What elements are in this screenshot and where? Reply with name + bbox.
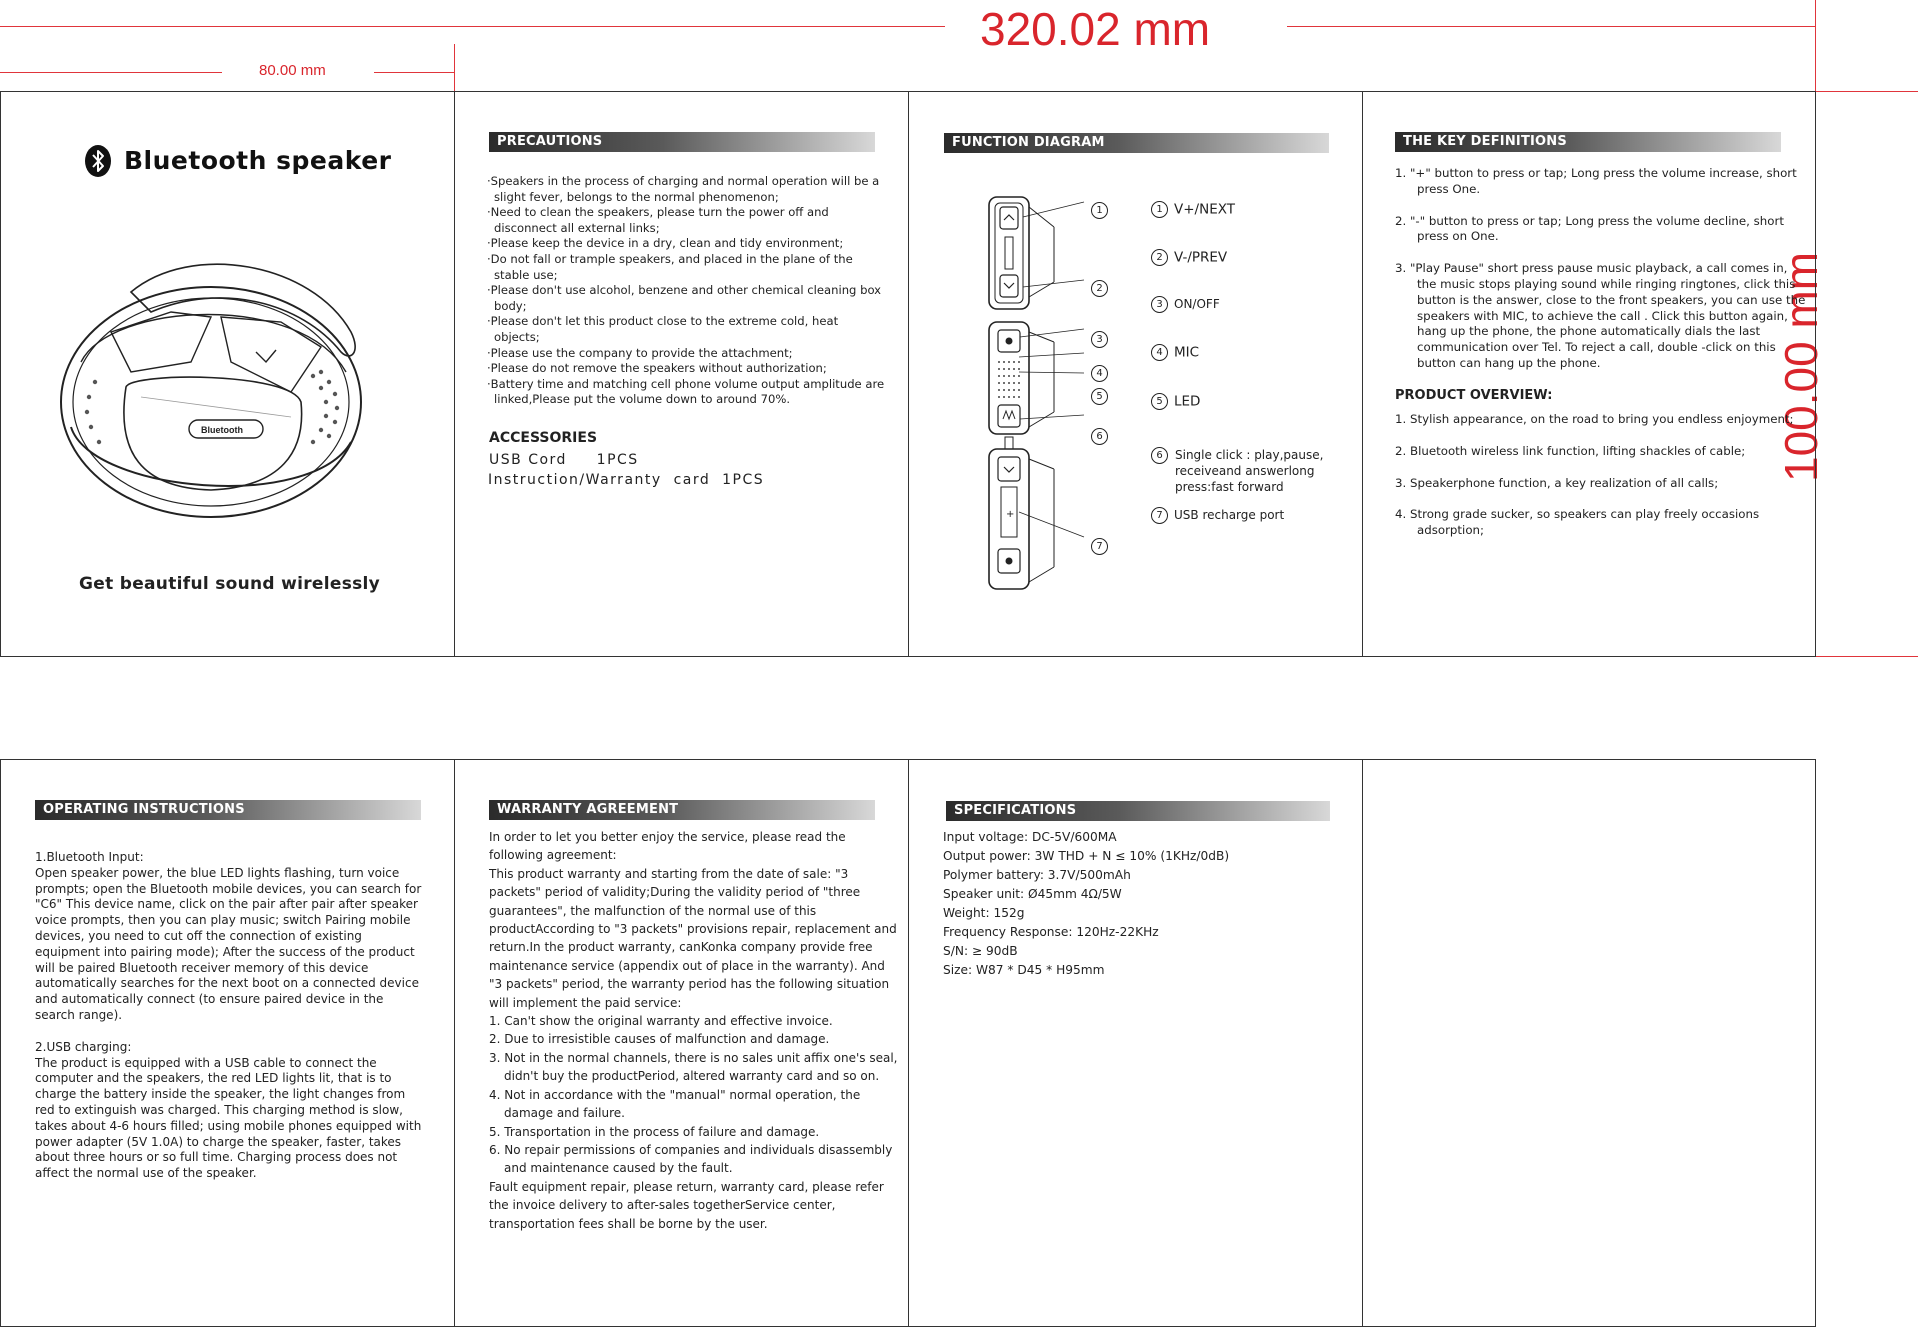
speaker-brand-label: Bluetooth (201, 425, 243, 435)
overview-item: 3. Speakerphone function, a key realization of all calls; (1395, 475, 1719, 490)
spec-item: S/N: ≥ 90dB (943, 944, 1018, 958)
legend-label: ON/OFF (1174, 297, 1220, 311)
overview-item: 4. Strong grade sucker, so speakers can play freely occasions adsorption; (1395, 507, 1760, 538)
bluetooth-input-title: 1.Bluetooth Input: (35, 850, 144, 864)
precautions-panel (454, 91, 909, 657)
operating-text (35, 850, 427, 1182)
panel-width-dimension: 80.00 mm (259, 62, 326, 79)
warranty-intro: In order to let you better enjoy the service, please read the following agreement: (489, 830, 846, 863)
legend-label: Single click : play,pause, receiveand answerlong press:fast forward (1175, 448, 1324, 494)
legend-label: MIC (1174, 344, 1200, 361)
legend-item-7: 7 USB recharge port (1151, 507, 1284, 524)
spec-item: Weight: 152g (943, 906, 1025, 920)
product-overview-title: PRODUCT OVERVIEW: (1395, 388, 1553, 403)
precaution-item: ·Please don't let this product close to the extreme cold, heat objects; (487, 314, 839, 344)
precaution-item: ·Do not fall or trample speakers, and placed in the plane of the stable use; (487, 251, 853, 282)
dim-line-top-right (1287, 26, 1815, 27)
dim-line-top-right-horizontal (1815, 91, 1918, 92)
warranty-item: 2. Due to irresistible causes of malfunction and damage. (489, 1032, 830, 1047)
dim-line-bottom-right-horizontal (1815, 656, 1918, 657)
warranty-item: 4. Not in accordance with the "manual" normal operation, the damage and failure. (489, 1087, 861, 1121)
usb-charging-title: 2.USB charging: (35, 1039, 132, 1054)
precaution-item: ·Need to clean the speakers, please turn the power off and disconnect all external links; (487, 205, 829, 235)
callout-1: 1 (1091, 200, 1114, 219)
callout-4: 4 (1091, 363, 1114, 382)
dim-line-panel-left (0, 72, 222, 73)
warranty-closing: Fault equipment repair, please return, warranty card, please refer the invoice delivery to after-sales togetherService center, transportation fees shall be borne by the user. (489, 1179, 884, 1231)
legend-label: V+/NEXT (1174, 201, 1235, 218)
accessory-usb-cord: USB Cord 1PCS (489, 452, 639, 468)
legend-item-4: 4 MIC (1151, 344, 1199, 361)
function-diagram-header: FUNCTION DIAGRAM (944, 133, 1329, 153)
device-side-diagram (979, 187, 1089, 611)
spec-item: Polymer battery: 3.7V/500mAh (943, 868, 1131, 882)
legend-item-3: 3 ON/OFF (1151, 296, 1220, 313)
warranty-header: WARRANTY AGREEMENT (489, 800, 875, 820)
spec-item: Output power: 3W THD + N ≤ 10% (1KHz/0dB) (943, 849, 1230, 863)
bluetooth-input-body: Open speaker power, the blue LED lights flashing, turn voice prompts; open the Bluetooth mobile devices, you can search for "C6" This device name, click on the pair after pair after speaker voice prompts, then you can play music; switch Pairing mobile devices, you need to cut off the connection of existing equipment into pairing mode); After the success of the product will be paired Bluetooth receiver memory of this device automatically searches for the next boot on a connected device and automatically connect (to ensure paired device in the search range). (35, 865, 422, 1022)
precaution-item: ·Please do not remove the speakers without authorization; (487, 361, 827, 376)
accessory-warranty-card: Instruction/Warranty card 1PCS (488, 472, 765, 488)
operating-instructions-header: OPERATING INSTRUCTIONS (35, 800, 421, 820)
legend-label: V-/PREV (1174, 249, 1228, 266)
precautions-list (487, 174, 887, 408)
warranty-panel (454, 759, 909, 1327)
legend-label: USB recharge port (1174, 508, 1285, 522)
spec-item: Size: W87 * D45 * H95mm (943, 963, 1105, 977)
legend-item-1: 1 V+/NEXT (1151, 201, 1235, 218)
overview-item: 2. Bluetooth wireless link function, lifting shackles of cable; (1395, 443, 1746, 458)
precaution-item: ·Battery time and matching cell phone volume output amplitude are linked,Please put the volume down to around 70%. (487, 376, 885, 407)
speaker-illustration (51, 252, 371, 536)
key-definition-item: 3. "Play Pause" short press pause music playback, a call comes in, the music stops playing sound while ringing ringtones, click this button is the answer, close to the front speakers, you can use the speakers with MIC, to achieve the call . Click this button again, hang up the phone, the phone automatically dials the last communication over Tel. To reject a call, double -click on this button can hang up the phone. (1395, 261, 1806, 370)
callout-7: 7 (1091, 536, 1114, 555)
key-definition-item: 1. "+" button to press or tap; Long press the volume increase, short press One. (1395, 166, 1797, 196)
precaution-item: ·Please use the company to provide the attachment; (487, 345, 793, 360)
blank-panel (1362, 759, 1816, 1327)
legend-label: LED (1174, 393, 1201, 410)
legend-item-6: 6 Single click : play,pause, receiveand answerlong press:fast forward (1151, 447, 1331, 495)
warranty-item: 1. Can't show the original warranty and effective invoice. (489, 1014, 833, 1029)
dim-line-panel-tick (454, 44, 455, 92)
warranty-text (489, 828, 901, 1233)
height-dimension: 100.00 mm (1775, 251, 1827, 482)
key-definitions-list (1395, 166, 1807, 372)
callout-3: 3 (1091, 329, 1114, 348)
product-overview-list (1395, 412, 1807, 539)
dim-line-right-vertical (1815, 0, 1816, 92)
usb-charging-body: The product is equipped with a USB cable to connect the computer and the speakers, the red LED lights lit, that is to charge the battery inside the speaker, the light changes from red to extinguish was charged. This charging method is slow, takes about 4-6 hours filled; using mobile phones equipped with power adapter (5V 1.0A) to charge the speaker, faster, takes about three hours or so full time. Charging process does not affect the normal use of the speaker. (35, 1055, 422, 1181)
product-title: Bluetooth speaker (124, 146, 392, 175)
warranty-body: This product warranty and starting from the date of sale: "3 packets" period of validity;During the validity period of "three guarantees", the malfunction of the normal use of this productAccording to "3 packets" provisions repair, replacement and return.In the product warranty, canKonka company provide free maintenance service (appendix out of place in the warranty). And "3 packets" period, the warranty period has the following situation will implement the paid service: (489, 866, 897, 1010)
overview-item: 1. Stylish appearance, on the road to bring you endless enjoyment; (1395, 412, 1794, 426)
dim-line-panel-right (374, 72, 454, 73)
key-definition-item: 2. "-" button to press or tap; Long press the volume decline, short press on One. (1395, 213, 1784, 244)
accessories-title: ACCESSORIES (489, 430, 598, 446)
key-definitions-header: THE KEY DEFINITIONS (1395, 132, 1781, 152)
function-diagram-panel (908, 91, 1363, 657)
specifications-list (943, 828, 1343, 980)
precaution-item: ·Please keep the device in a dry, clean and tidy environment; (487, 236, 844, 251)
key-definitions-panel (1362, 91, 1816, 657)
legend-item-5: 5 LED (1151, 393, 1200, 410)
precaution-item: ·Speakers in the process of charging and normal operation will be a slight fever, belongs to the normal phenomenon; (487, 174, 880, 204)
svg-text:+: + (1006, 509, 1015, 520)
spec-item: Speaker unit: Ø45mm 4Ω/5W (943, 887, 1122, 901)
precautions-header: PRECAUTIONS (489, 132, 875, 152)
callout-5: 5 (1091, 386, 1114, 405)
tagline: Get beautiful sound wirelessly (79, 574, 381, 594)
specifications-header: SPECIFICATIONS (946, 801, 1330, 821)
warranty-item: 6. No repair permissions of companies and individuals disassembly and maintenance caused by the fault. (489, 1142, 893, 1176)
specifications-panel (908, 759, 1363, 1327)
cover-panel (0, 91, 455, 657)
total-width-dimension: 320.02 mm (980, 3, 1211, 55)
callout-6: 6 (1091, 426, 1114, 445)
operating-instructions-panel (0, 759, 455, 1327)
legend-item-2: 2 V-/PREV (1151, 249, 1227, 266)
callout-2: 2 (1091, 278, 1114, 297)
spec-item: Frequency Response: 120Hz-22KHz (943, 925, 1159, 939)
spec-item: Input voltage: DC-5V/600MA (943, 830, 1117, 844)
bluetooth-icon (84, 144, 112, 182)
warranty-item: 5. Transportation in the process of failure and damage. (489, 1124, 820, 1139)
dim-line-top-left (0, 26, 945, 27)
warranty-item: 3. Not in the normal channels, there is no sales unit affix one's seal, didn't buy the productPeriod, altered warranty card and so on. (489, 1050, 898, 1084)
precaution-item: ·Please don't use alcohol, benzene and other chemical cleaning box body; (487, 283, 882, 313)
